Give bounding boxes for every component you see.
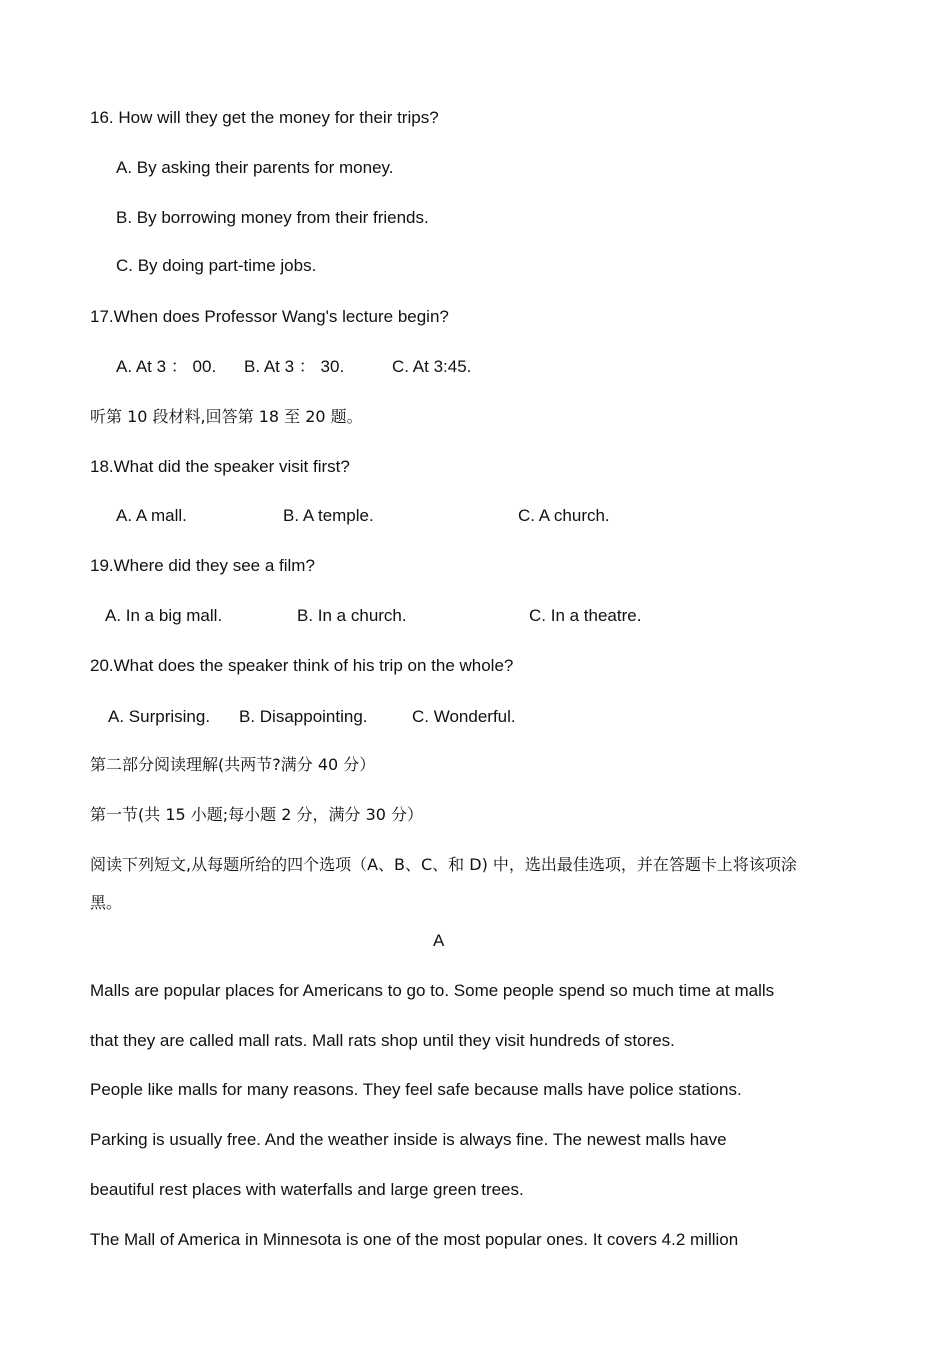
q16-option-a: A. By asking their parents for money. bbox=[116, 158, 394, 177]
q20-option-b: B. Disappointing. bbox=[239, 707, 368, 726]
q19-option-b: B. In a church. bbox=[297, 606, 407, 625]
passage-line: Malls are popular places for Americans to go to. Some people spend so much time at malls bbox=[90, 981, 775, 1000]
q18-option-c: C. A church. bbox=[518, 506, 610, 525]
q16-option-c: C. By doing part-time jobs. bbox=[116, 256, 317, 275]
q20-option-c: C. Wonderful. bbox=[412, 707, 516, 726]
reading-instruction-line2: 黑。 bbox=[90, 893, 123, 912]
q17-stem: 17.When does Professor Wang's lecture begin? bbox=[90, 307, 449, 326]
passage-line: that they are called mall rats. Mall rats shop until they visit hundreds of stores. bbox=[90, 1031, 675, 1050]
passage-line: Parking is usually free. And the weather inside is always fine. The newest malls have bbox=[90, 1130, 727, 1149]
part2-heading: 第二部分阅读理解(共两节?满分 40 分） bbox=[90, 755, 376, 774]
q19-option-a: A. In a big mall. bbox=[105, 606, 223, 625]
q16-option-b: B. By borrowing money from their friends. bbox=[116, 208, 429, 227]
q17-option-a: A. At 3 ： 00. bbox=[116, 357, 217, 376]
q19-stem: 19.Where did they see a film? bbox=[90, 556, 315, 575]
passage-title: A bbox=[433, 931, 445, 950]
passage-line: People like malls for many reasons. They feel safe because malls have police stations. bbox=[90, 1080, 742, 1099]
section1-heading: 第一节(共 15 小题;每小题 2 分，满分 30 分） bbox=[90, 805, 424, 824]
q20-option-a: A. Surprising. bbox=[108, 707, 211, 726]
q18-stem: 18.What did the speaker visit first? bbox=[90, 457, 350, 476]
reading-instruction-line1: 阅读下列短文,从每题所给的四个选项（A、B、C、和 D) 中，选出最佳选项，并在答题卡上将该项涂 bbox=[90, 855, 797, 874]
q19-option-c: C. In a theatre. bbox=[529, 606, 642, 625]
q18-option-a: A. A mall. bbox=[116, 506, 187, 525]
passage-line: The Mall of America in Minnesota is one of the most popular ones. It covers 4.2 million bbox=[90, 1230, 739, 1249]
section10-instruction: 听第 10 段材料,回答第 18 至 20 题。 bbox=[90, 407, 363, 426]
q17-option-b: B. At 3 ： 30. bbox=[244, 357, 345, 376]
q18-option-b: B. A temple. bbox=[283, 506, 374, 525]
passage-line: beautiful rest places with waterfalls and large green trees. bbox=[90, 1180, 524, 1199]
q17-option-c: C. At 3:45. bbox=[392, 357, 472, 376]
q20-stem: 20.What does the speaker think of his trip on the whole? bbox=[90, 656, 514, 675]
q16-stem: 16. How will they get the money for their trips? bbox=[90, 108, 439, 127]
